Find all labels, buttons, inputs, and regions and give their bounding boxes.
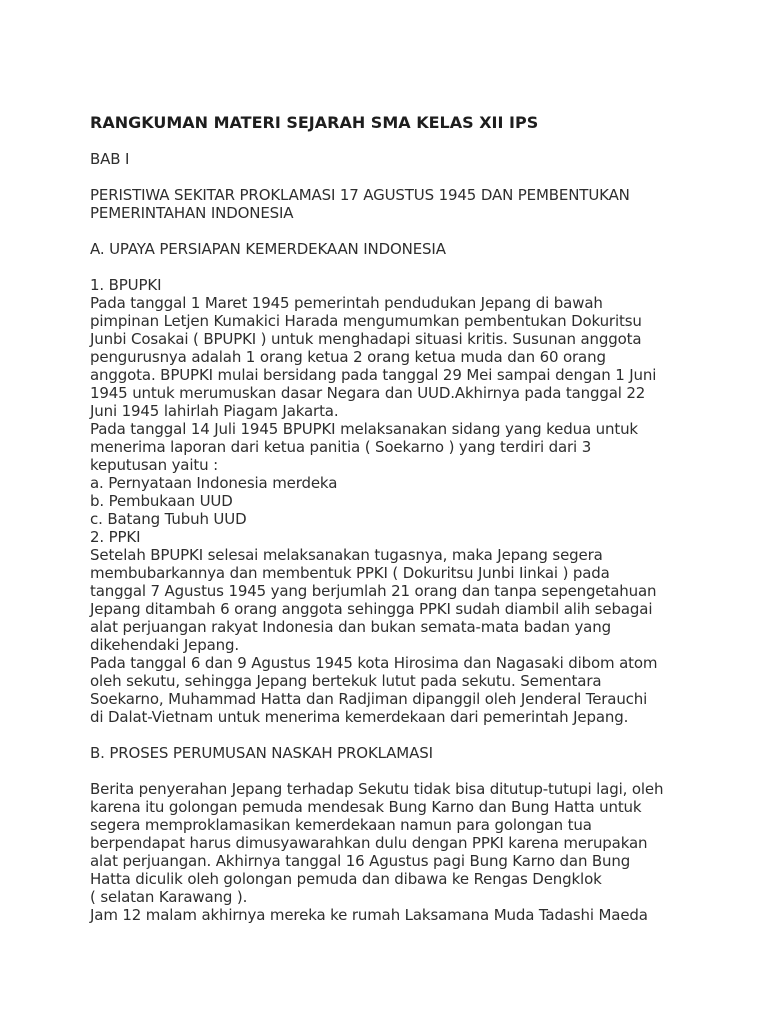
text-line: membubarkannya dan membentuk PPKI ( Dokuritsu Junbi Iinkai ) pada [90, 564, 610, 582]
text-line: Junbi Cosakai ( BPUPKI ) untuk menghadapi situasi kritis. Susunan anggota [90, 330, 642, 348]
bpupki-paragraph-1 [90, 294, 740, 420]
section-b-paragraph-2 [90, 906, 740, 924]
chapter-title [90, 186, 740, 222]
text-line: tanggal 7 Agustus 1945 yang berjumlah 21 orang dan tanpa sepengetahuan [90, 582, 657, 600]
text-line: PERISTIWA SEKITAR PROKLAMASI 17 AGUSTUS 1945 DAN PEMBENTUKAN [90, 186, 630, 204]
document-title-text: RANGKUMAN MATERI SEJARAH SMA KELAS XII IPS [90, 113, 539, 132]
section-a-heading [90, 240, 740, 258]
blank-line [90, 222, 740, 240]
text-line: Pada tanggal 14 Juli 1945 BPUPKI melaksanakan sidang yang kedua untuk [90, 420, 638, 438]
blank-line [90, 726, 740, 744]
text-line: A. UPAYA PERSIAPAN KEMERDEKAAN INDONESIA [90, 240, 446, 258]
text-line: Jepang ditambah 6 orang anggota sehingga PPKI sudah diambil alih sebagai [90, 600, 653, 618]
text-line: pimpinan Letjen Kumakici Harada mengumumkan pembentukan Dokuritsu [90, 312, 642, 330]
text-line: Pada tanggal 6 dan 9 Agustus 1945 kota Hirosima dan Nagasaki dibom atom [90, 654, 658, 672]
document-title [90, 114, 740, 132]
text-line: Juni 1945 lahirlah Piagam Jakarta. [90, 402, 339, 420]
decision-list-item [90, 474, 740, 528]
text-line: pengurusnya adalah 1 orang ketua 2 orang ketua muda dan 60 orang [90, 348, 606, 366]
subsection-bpupki-heading [90, 276, 740, 294]
subsection-ppki-heading [90, 528, 740, 546]
bab-label [90, 150, 740, 168]
text-line: di Dalat-Vietnam untuk menerima kemerdekaan dari pemerintah Jepang. [90, 708, 629, 726]
text-line: Pada tanggal 1 Maret 1945 pemerintah pendudukan Jepang di bawah [90, 294, 603, 312]
bpupki-paragraph-2 [90, 420, 740, 474]
blank-line [90, 132, 740, 150]
blank-line [90, 258, 740, 276]
text-line: berpendapat harus dimusyawarahkan dulu dengan PPKI karena merupakan [90, 834, 648, 852]
text-line: 1945 untuk merumuskan dasar Negara dan UUD.Akhirnya pada tanggal 22 [90, 384, 646, 402]
text-line: ( selatan Karawang ). [90, 888, 248, 906]
text-line: alat perjuangan. Akhirnya tanggal 16 Agustus pagi Bung Karno dan Bung [90, 852, 631, 870]
text-line: dikehendaki Jepang. [90, 636, 239, 654]
text-line: Setelah BPUPKI selesai melaksanakan tugasnya, maka Jepang segera [90, 546, 603, 564]
ppki-paragraph-2 [90, 654, 740, 726]
list-item: b. Pembukaan UUD [90, 492, 233, 510]
list-item: a. Pernyataan Indonesia merdeka [90, 474, 338, 492]
blank-line [90, 762, 740, 780]
text-line: menerima laporan dari ketua panitia ( Soekarno ) yang terdiri dari 3 [90, 438, 592, 456]
text-line: Soekarno, Muhammad Hatta dan Radjiman dipanggil oleh Jenderal Terauchi [90, 690, 648, 708]
text-line: PEMERINTAHAN INDONESIA [90, 204, 294, 222]
ppki-paragraph-1 [90, 546, 740, 654]
text-line: anggota. BPUPKI mulai bersidang pada tanggal 29 Mei sampai dengan 1 Juni [90, 366, 657, 384]
section-b-heading [90, 744, 740, 762]
text-line: Jam 12 malam akhirnya mereka ke rumah Laksamana Muda Tadashi Maeda [90, 906, 648, 924]
text-line: oleh sekutu, sehingga Jepang bertekuk lutut pada sekutu. Sementara [90, 672, 602, 690]
text-line: 2. PPKI [90, 528, 141, 546]
text-line: BAB I [90, 150, 130, 168]
text-line: Hatta diculik oleh golongan pemuda dan dibawa ke Rengas Dengklok [90, 870, 602, 888]
text-line: B. PROSES PERUMUSAN NASKAH PROKLAMASI [90, 744, 433, 762]
text-line: karena itu golongan pemuda mendesak Bung Karno dan Bung Hatta untuk [90, 798, 642, 816]
text-line: segera memproklamasikan kemerdekaan namun para golongan tua [90, 816, 592, 834]
section-b-paragraph-1 [90, 780, 740, 906]
text-line: keputusan yaitu : [90, 456, 218, 474]
document-page [90, 114, 740, 924]
blank-line [90, 168, 740, 186]
text-line: Berita penyerahan Jepang terhadap Sekutu tidak bisa ditutup-tutupi lagi, oleh [90, 780, 664, 798]
list-item: c. Batang Tubuh UUD [90, 510, 247, 528]
text-line: alat perjuangan rakyat Indonesia dan bukan semata-mata badan yang [90, 618, 611, 636]
text-line: 1. BPUPKI [90, 276, 162, 294]
